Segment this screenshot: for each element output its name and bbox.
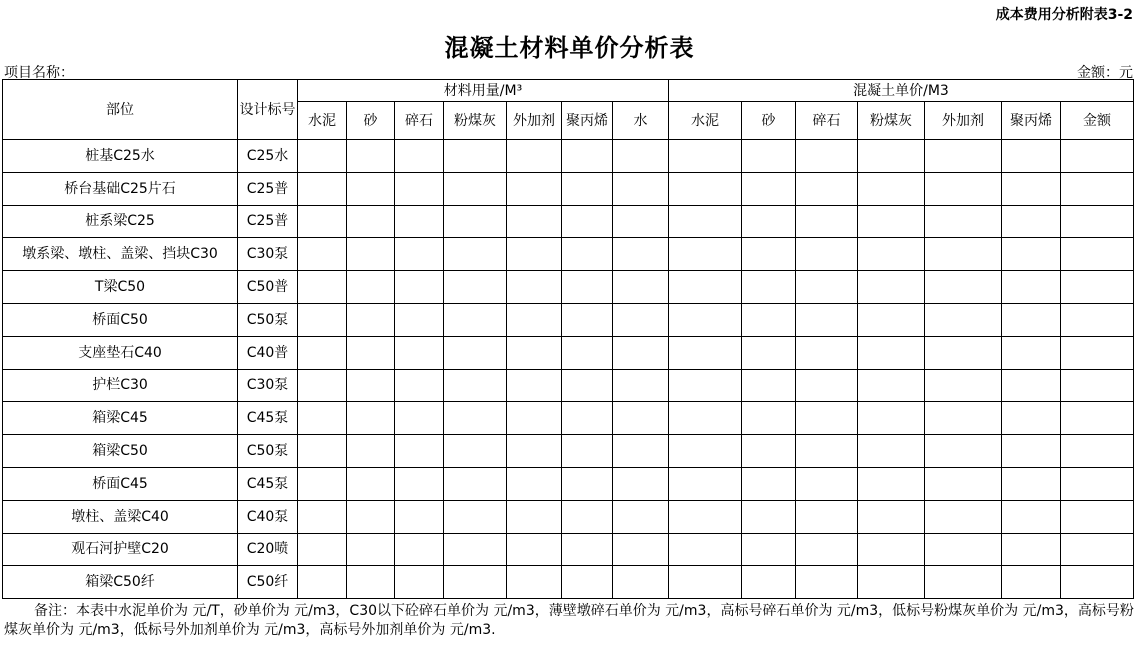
value-cell — [444, 435, 507, 468]
value-cell — [858, 402, 925, 435]
value-cell — [1002, 500, 1061, 533]
value-cell — [298, 303, 347, 336]
value-cell — [298, 435, 347, 468]
table-row — [3, 172, 1134, 205]
value-cell — [562, 402, 613, 435]
value-cell — [742, 172, 796, 205]
value-cell — [613, 336, 669, 369]
value-cell — [669, 467, 742, 500]
part-cell: 护栏C30 — [3, 369, 238, 402]
value-cell — [742, 238, 796, 271]
value-cell — [444, 336, 507, 369]
value-cell — [669, 533, 742, 566]
grade-cell: C50泵 — [238, 435, 298, 468]
value-cell — [562, 172, 613, 205]
part-cell: 桥面C45 — [3, 467, 238, 500]
value-cell — [444, 467, 507, 500]
value-cell — [742, 369, 796, 402]
value-cell — [562, 500, 613, 533]
value-cell — [1002, 402, 1061, 435]
value-cell — [613, 500, 669, 533]
project-name-label: 项目名称： — [4, 65, 74, 81]
part-cell: 桩系梁C25 — [3, 205, 238, 238]
grade-cell: C40普 — [238, 336, 298, 369]
value-cell — [298, 336, 347, 369]
value-cell — [298, 467, 347, 500]
header-price-4: 外加剂 — [925, 102, 1002, 140]
grade-cell: C30泵 — [238, 238, 298, 271]
value-cell — [925, 467, 1002, 500]
value-cell — [347, 271, 395, 304]
value-cell — [669, 435, 742, 468]
part-cell: 墩系梁、墩柱、盖梁、挡块C30 — [3, 238, 238, 271]
grade-cell: C30泵 — [238, 369, 298, 402]
part-cell: 观石河护壁C20 — [3, 533, 238, 566]
value-cell — [507, 435, 562, 468]
value-cell — [742, 500, 796, 533]
grade-cell: C50纤 — [238, 566, 298, 599]
value-cell — [444, 533, 507, 566]
value-cell — [669, 402, 742, 435]
value-cell — [562, 271, 613, 304]
table-row — [3, 533, 1134, 566]
value-cell — [562, 303, 613, 336]
part-cell: 支座垫石C40 — [3, 336, 238, 369]
value-cell — [613, 435, 669, 468]
value-cell — [444, 238, 507, 271]
value-cell — [742, 402, 796, 435]
part-cell: 桥台基础C25片石 — [3, 172, 238, 205]
value-cell — [507, 467, 562, 500]
value-cell — [925, 336, 1002, 369]
value-cell — [562, 369, 613, 402]
grade-cell: C45泵 — [238, 402, 298, 435]
value-cell — [1061, 533, 1134, 566]
value-cell — [347, 533, 395, 566]
remarks-note: 备注：本表中水泥单价为 元/T，砂单价为 元/m3，C30以下砼碎石单价为 元/m3，薄壁墩碎石单价为 元/m3，高标号碎石单价为 元/m3，低标号粉煤灰单价为 元/m3，高标号粉煤灰单价为 元/m3，低标号外加剂单价为 元/m3，高标号外加剂单价为 元/m3. — [4, 603, 1134, 638]
value-cell — [562, 467, 613, 500]
grade-cell: C50普 — [238, 271, 298, 304]
value-cell — [1061, 303, 1134, 336]
value-cell — [858, 533, 925, 566]
value-cell — [796, 303, 858, 336]
value-cell — [298, 172, 347, 205]
value-cell — [395, 172, 444, 205]
header-price-0: 水泥 — [669, 102, 742, 140]
value-cell — [858, 303, 925, 336]
document-reference: 成本费用分析附表3-2 — [995, 7, 1133, 23]
part-cell: 桥面C50 — [3, 303, 238, 336]
value-cell — [925, 566, 1002, 599]
value-cell — [796, 566, 858, 599]
header-usage-4: 外加剂 — [507, 102, 562, 140]
value-cell — [796, 533, 858, 566]
value-cell — [858, 336, 925, 369]
value-cell — [1002, 467, 1061, 500]
table-row — [3, 303, 1134, 336]
value-cell — [395, 238, 444, 271]
value-cell — [858, 140, 925, 173]
value-cell — [298, 271, 347, 304]
value-cell — [1002, 140, 1061, 173]
header-material-usage: 材料用量/M³ — [298, 80, 669, 102]
value-cell — [298, 140, 347, 173]
value-cell — [347, 402, 395, 435]
value-cell — [1061, 336, 1134, 369]
value-cell — [298, 205, 347, 238]
value-cell — [669, 172, 742, 205]
value-cell — [1061, 500, 1134, 533]
table-row — [3, 369, 1134, 402]
value-cell — [613, 303, 669, 336]
value-cell — [298, 566, 347, 599]
value-cell — [444, 205, 507, 238]
value-cell — [796, 435, 858, 468]
value-cell — [925, 435, 1002, 468]
value-cell — [796, 205, 858, 238]
value-cell — [444, 172, 507, 205]
value-cell — [858, 238, 925, 271]
header-price-2: 碎石 — [796, 102, 858, 140]
value-cell — [395, 205, 444, 238]
value-cell — [1002, 369, 1061, 402]
part-cell: 箱梁C45 — [3, 402, 238, 435]
value-cell — [444, 303, 507, 336]
value-cell — [613, 402, 669, 435]
value-cell — [1002, 271, 1061, 304]
value-cell — [347, 467, 395, 500]
value-cell — [742, 336, 796, 369]
price-analysis-table — [2, 79, 1134, 599]
amount-unit-label: 金额：元 — [1077, 65, 1133, 81]
value-cell — [347, 369, 395, 402]
value-cell — [796, 336, 858, 369]
header-usage-1: 砂 — [347, 102, 395, 140]
value-cell — [507, 303, 562, 336]
value-cell — [742, 566, 796, 599]
value-cell — [562, 336, 613, 369]
value-cell — [507, 172, 562, 205]
value-cell — [562, 140, 613, 173]
value-cell — [395, 271, 444, 304]
value-cell — [613, 467, 669, 500]
value-cell — [669, 566, 742, 599]
part-cell: 桩基C25水 — [3, 140, 238, 173]
value-cell — [742, 467, 796, 500]
value-cell — [1061, 402, 1134, 435]
header-concrete-unit-price: 混凝土单价/M3 — [669, 80, 1134, 102]
value-cell — [507, 271, 562, 304]
value-cell — [507, 336, 562, 369]
value-cell — [395, 467, 444, 500]
value-cell — [347, 500, 395, 533]
value-cell — [1002, 566, 1061, 599]
value-cell — [613, 205, 669, 238]
header-part: 部位 — [3, 80, 238, 140]
value-cell — [347, 172, 395, 205]
value-cell — [1061, 566, 1134, 599]
table-row — [3, 271, 1134, 304]
value-cell — [395, 500, 444, 533]
value-cell — [669, 140, 742, 173]
value-cell — [347, 566, 395, 599]
value-cell — [858, 172, 925, 205]
value-cell — [1061, 271, 1134, 304]
table-row — [3, 238, 1134, 271]
grade-cell: C25水 — [238, 140, 298, 173]
value-cell — [742, 303, 796, 336]
value-cell — [298, 402, 347, 435]
value-cell — [347, 336, 395, 369]
value-cell — [1002, 435, 1061, 468]
value-cell — [796, 369, 858, 402]
value-cell — [742, 533, 796, 566]
value-cell — [925, 533, 1002, 566]
value-cell — [669, 271, 742, 304]
value-cell — [925, 238, 1002, 271]
value-cell — [298, 533, 347, 566]
value-cell — [613, 566, 669, 599]
table-row — [3, 336, 1134, 369]
table-row — [3, 467, 1134, 500]
value-cell — [444, 566, 507, 599]
header-price-1: 砂 — [742, 102, 796, 140]
value-cell — [669, 303, 742, 336]
value-cell — [562, 533, 613, 566]
value-cell — [1002, 205, 1061, 238]
table-row — [3, 566, 1134, 599]
header-usage-3: 粉煤灰 — [444, 102, 507, 140]
value-cell — [613, 369, 669, 402]
value-cell — [925, 500, 1002, 533]
value-cell — [796, 172, 858, 205]
value-cell — [507, 566, 562, 599]
value-cell — [925, 303, 1002, 336]
header-price-6: 金额 — [1061, 102, 1134, 140]
header-usage-0: 水泥 — [298, 102, 347, 140]
grade-cell: C50泵 — [238, 303, 298, 336]
grade-cell: C40泵 — [238, 500, 298, 533]
table-row — [3, 435, 1134, 468]
value-cell — [444, 140, 507, 173]
value-cell — [742, 205, 796, 238]
value-cell — [858, 205, 925, 238]
value-cell — [507, 140, 562, 173]
value-cell — [507, 402, 562, 435]
grade-cell: C25普 — [238, 205, 298, 238]
value-cell — [298, 238, 347, 271]
table-row — [3, 140, 1134, 173]
header-price-5: 聚丙烯 — [1002, 102, 1061, 140]
part-cell: 墩柱、盖梁C40 — [3, 500, 238, 533]
page-title: 混凝土材料单价分析表 — [444, 33, 695, 62]
value-cell — [613, 140, 669, 173]
header-usage-6: 水 — [613, 102, 669, 140]
value-cell — [613, 271, 669, 304]
value-cell — [347, 140, 395, 173]
value-cell — [347, 435, 395, 468]
header-usage-5: 聚丙烯 — [562, 102, 613, 140]
part-cell: 箱梁C50纤 — [3, 566, 238, 599]
grade-cell: C20喷 — [238, 533, 298, 566]
value-cell — [925, 140, 1002, 173]
value-cell — [562, 566, 613, 599]
header-design-grade: 设计标号 — [238, 80, 298, 140]
value-cell — [395, 435, 444, 468]
value-cell — [507, 205, 562, 238]
header-price-3: 粉煤灰 — [858, 102, 925, 140]
value-cell — [347, 303, 395, 336]
header-usage-2: 碎石 — [395, 102, 444, 140]
value-cell — [796, 467, 858, 500]
value-cell — [669, 369, 742, 402]
value-cell — [796, 271, 858, 304]
value-cell — [742, 435, 796, 468]
value-cell — [669, 500, 742, 533]
value-cell — [347, 205, 395, 238]
value-cell — [925, 205, 1002, 238]
value-cell — [858, 435, 925, 468]
value-cell — [858, 500, 925, 533]
value-cell — [669, 336, 742, 369]
table-row — [3, 500, 1134, 533]
value-cell — [1061, 172, 1134, 205]
table-row — [3, 402, 1134, 435]
value-cell — [858, 566, 925, 599]
value-cell — [1061, 140, 1134, 173]
value-cell — [1002, 533, 1061, 566]
value-cell — [858, 271, 925, 304]
value-cell — [669, 238, 742, 271]
value-cell — [796, 402, 858, 435]
value-cell — [444, 369, 507, 402]
value-cell — [613, 533, 669, 566]
value-cell — [796, 140, 858, 173]
value-cell — [1002, 336, 1061, 369]
value-cell — [925, 271, 1002, 304]
value-cell — [925, 402, 1002, 435]
value-cell — [613, 172, 669, 205]
value-cell — [1061, 467, 1134, 500]
value-cell — [1002, 303, 1061, 336]
value-cell — [1061, 238, 1134, 271]
value-cell — [395, 140, 444, 173]
value-cell — [507, 500, 562, 533]
value-cell — [1061, 205, 1134, 238]
value-cell — [669, 205, 742, 238]
value-cell — [1002, 172, 1061, 205]
value-cell — [395, 402, 444, 435]
value-cell — [796, 500, 858, 533]
value-cell — [347, 238, 395, 271]
value-cell — [444, 500, 507, 533]
value-cell — [298, 500, 347, 533]
value-cell — [507, 238, 562, 271]
value-cell — [507, 369, 562, 402]
value-cell — [298, 369, 347, 402]
value-cell — [395, 533, 444, 566]
value-cell — [613, 238, 669, 271]
value-cell — [742, 140, 796, 173]
grade-cell: C45泵 — [238, 467, 298, 500]
value-cell — [925, 369, 1002, 402]
part-cell: 箱梁C50 — [3, 435, 238, 468]
value-cell — [562, 238, 613, 271]
value-cell — [395, 566, 444, 599]
value-cell — [1002, 238, 1061, 271]
value-cell — [858, 467, 925, 500]
value-cell — [395, 336, 444, 369]
value-cell — [796, 238, 858, 271]
value-cell — [1061, 435, 1134, 468]
value-cell — [562, 205, 613, 238]
table-row — [3, 205, 1134, 238]
grade-cell: C25普 — [238, 172, 298, 205]
value-cell — [1061, 369, 1134, 402]
value-cell — [742, 271, 796, 304]
value-cell — [444, 402, 507, 435]
value-cell — [507, 533, 562, 566]
value-cell — [395, 369, 444, 402]
value-cell — [444, 271, 507, 304]
part-cell: T梁C50 — [3, 271, 238, 304]
value-cell — [562, 435, 613, 468]
value-cell — [925, 172, 1002, 205]
value-cell — [858, 369, 925, 402]
value-cell — [395, 303, 444, 336]
